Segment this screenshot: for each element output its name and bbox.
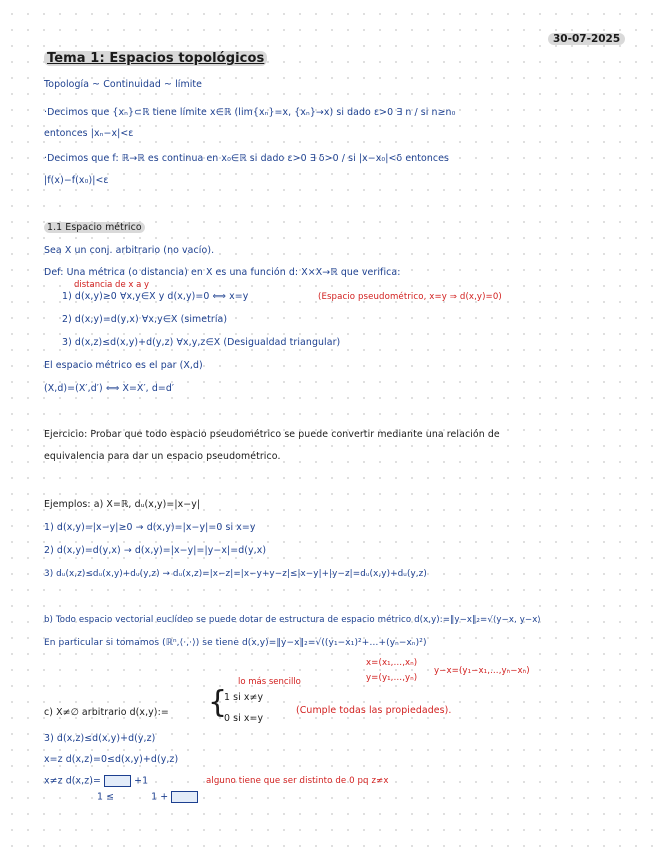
equality-statement: (X,d)=(X′,d′) ⟺ X=X′, d=d′ xyxy=(44,383,175,394)
example-a-1: 1) d(x,y)=|x−y|≥0 → d(x,y)=|x−y|=0 si x=y xyxy=(44,522,256,533)
page-title: Tema 1: Espacios topológicos xyxy=(44,53,267,65)
case-one: 1 si x≠y xyxy=(224,692,264,703)
axiom-1: 1) d(x,y)≥0 ∀x,y∈X y d(x,y)=0 ⟺ x=y xyxy=(62,291,249,302)
vector-x: x=(x₁,…,xₙ) xyxy=(366,658,418,668)
inequality-line: 1 ≤ 1 + xyxy=(97,791,198,804)
example-c-case-distinct: x≠z d(x,z)= +1 xyxy=(44,775,149,787)
vector-difference: y−x=(y₁−x₁,…,yₙ−xₙ) xyxy=(434,666,530,676)
page-date: 30-07-2025 xyxy=(548,33,625,45)
vector-y: y=(y₁,…,yₙ) xyxy=(366,673,418,683)
nonzero-note: alguno tiene que ser distinto de 0 pq z≠x xyxy=(206,776,389,786)
continuity-definition-cont: |f(x)−f(x₀)|<ε xyxy=(44,175,109,186)
example-b-1: b) Todo espacio vectorial euclídeo se puede dotar de estructura de espacio métrico d(x,y):=‖y−x‖₂=√⟨y−x, y−x⟩ xyxy=(44,615,541,625)
set-statement: Sea X un conj. arbitrario (no vacío). xyxy=(44,245,215,256)
subtitle: Topología ~ Continuidad ~ límite xyxy=(44,79,203,90)
example-a-2: 2) d(x,y)=d(y,x) → d(x,y)=|x−y|=|y−x|=d(y,x) xyxy=(44,545,267,556)
metric-space-statement: El espacio métrico es el par (X,d) xyxy=(44,360,203,371)
blank-box xyxy=(171,791,198,803)
limit-definition: ·Decimos que {xₙ}⊂ℝ tiene límite x∈ℝ (lim{xₙ}=x, {xₙ}→x) si dado ε>0 ∃ n / si n≥n₀ xyxy=(44,107,456,118)
examples-heading: Ejemplos: a) X=ℝ, dᵤ(x,y)=|x−y| xyxy=(44,499,201,510)
cases-brace: { xyxy=(208,685,228,720)
axiom-3: 3) d(x,z)≤d(x,y)+d(y,z) ∀x,y,z∈X (Desigualdad triangular) xyxy=(62,337,341,348)
exercise-cont: equivalencia para dar un espacio pseudométrico. xyxy=(44,451,281,462)
case-zero: 0 si x=y xyxy=(224,713,264,724)
example-c-case-equal: x=z d(x,z)=0≤d(x,y)+d(y,z) xyxy=(44,754,179,765)
blank-box xyxy=(104,775,131,787)
simplest-note: lo más sencillo xyxy=(238,677,301,687)
example-c-label: c) X≠∅ arbitrario d(x,y):= xyxy=(44,707,169,718)
pseudometric-note: (Espacio pseudométrico, x=y ⇒ d(x,y)=0) xyxy=(318,292,502,302)
exercise: Ejercicio: Probar que todo espacio pseudométrico se puede convertir mediante una relación de xyxy=(44,429,500,440)
example-c-3: 3) d(x,z)≤d(x,y)+d(y,z) xyxy=(44,733,156,744)
limit-definition-cont: entonces |xₙ−x|<ε xyxy=(44,128,134,139)
properties-note: (Cumple todas las propiedades). xyxy=(296,705,452,716)
axiom-2: 2) d(x,y)=d(y,x) ∀x,y∈X (simetría) xyxy=(62,314,228,325)
section-heading: 1.1 Espacio métrico xyxy=(44,222,145,234)
distance-annotation: distancia de x a y xyxy=(74,280,150,290)
example-b-2: En particular si tomamos (ℝⁿ,⟨·,·⟩) se tiene d(x,y)=‖y−x‖₂=√((y₁−x₁)²+…+(yₙ−xₙ)²) xyxy=(44,638,427,648)
metric-definition: Def: Una métrica (o distancia) en X es una función d: X×X→ℝ que verifica: xyxy=(44,267,401,278)
example-a-3: 3) dᵤ(x,z)≤dᵤ(x,y)+dᵤ(y,z) → dᵤ(x,z)=|x−z|=|x−y+y−z|≤|x−y|+|y−z|=dᵤ(x,y)+dᵤ(y,z) xyxy=(44,569,427,579)
continuity-definition: ·Decimos que f: ℝ→ℝ es continua en x₀∈ℝ si dado ε>0 ∃ δ>0 / si |x−x₀|<δ entonces xyxy=(44,153,450,164)
